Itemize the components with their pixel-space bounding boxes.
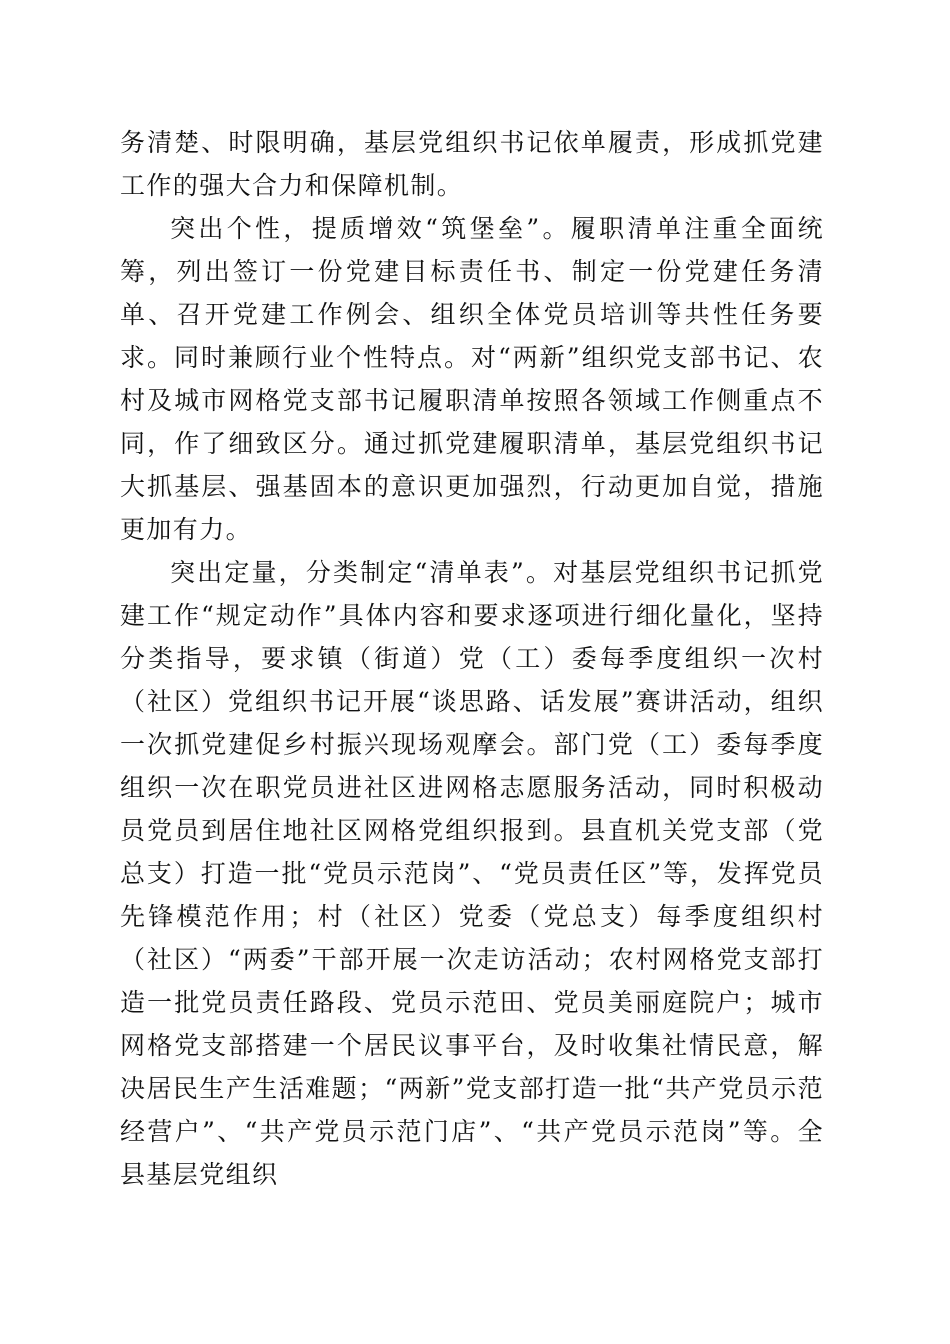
paragraph-highlight-individuality: 突出个性，提质增效“筑堡垒”。履职清单注重全面统筹，列出签订一份党建目标责任书、制定一份党建任务清单、召开党建工作例会、组织全体党员培训等共性任务要求。同时兼顾行业个性特点。对“两新”组织党支部书记、农村及城市网格党支部书记履职清单按照各领域工作侧重点不同，作了细致区分。通过抓党建履职清单，基层党组织书记大抓基层、强基固本的意识更加强烈，行动更加自觉，措施更加有力。 — [120, 214, 824, 544]
paragraph-continued: 务清楚、时限明确，基层党组织书记依单履责，形成抓党建工作的强大合力和保障机制。 — [120, 128, 824, 200]
paragraph-highlight-quantification: 突出定量，分类制定“清单表”。对基层党组织书记抓党建工作“规定动作”具体内容和要求逐项进行细化量化，坚持分类指导，要求镇（街道）党（工）委每季度组织一次村（社区）党组织书记开展“谈思路、话发展”赛讲活动，组织一次抓党建促乡村振兴现场观摩会。部门党（工）委每季度组织一次在职党员进社区进网格志愿服务活动，同时积极动员党员到居住地社区网格党组织报到。县直机关党支部（党总支）打造一批“党员示范岗”、“党员责任区”等，发挥党员先锋模范作用；村（社区）党委（党总支）每季度组织村（社区）“两委”干部开展一次走访活动；农村网格党支部打造一批党员责任路段、党员示范田、党员美丽庭院户；城市网格党支部搭建一个居民议事平台，及时收集社情民意，解决居民生产生活难题；“两新”党支部打造一批“共产党员示范经营户”、“共产党员示范门店”、“共产党员示范岗”等。全县基层党组织 — [120, 558, 824, 1189]
document-body — [120, 121, 824, 1196]
